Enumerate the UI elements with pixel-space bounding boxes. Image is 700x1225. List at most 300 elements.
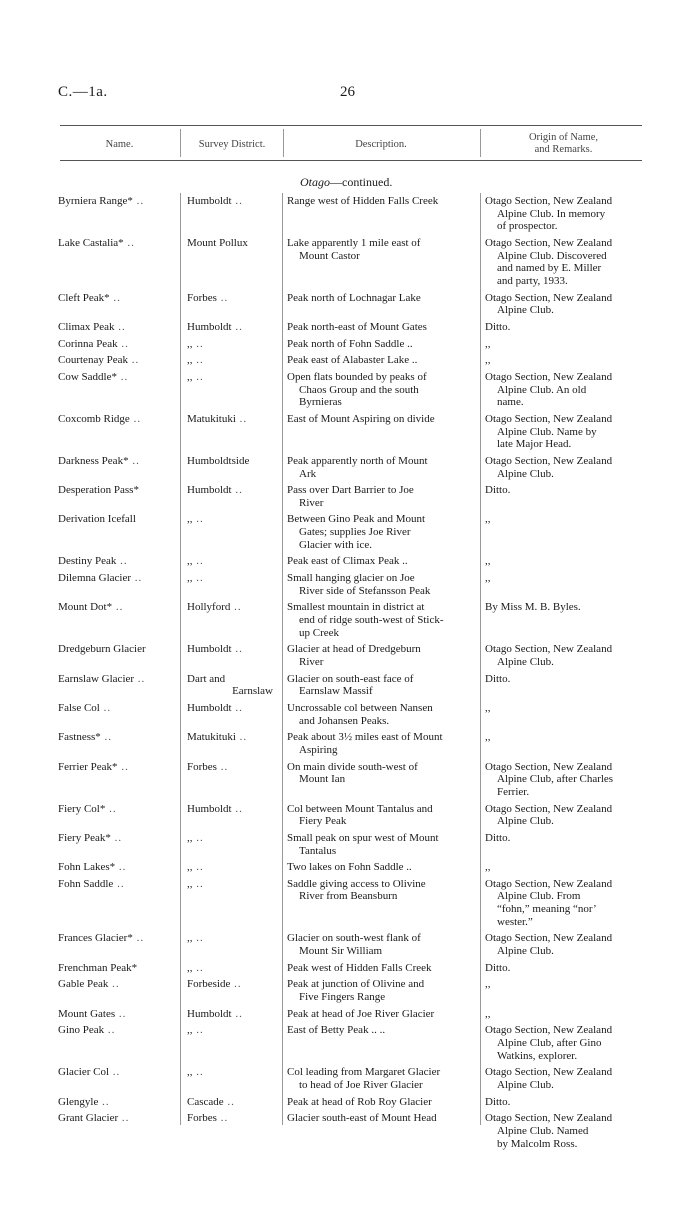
survey-district — [187, 1096, 277, 1109]
place-name-text: Grant Glacier — [58, 1112, 119, 1125]
place-name — [58, 237, 183, 250]
origin-remarks — [485, 455, 642, 480]
description-line: Aspiring — [299, 743, 338, 756]
header-separator — [283, 129, 284, 157]
leader-dots: .. — [192, 513, 204, 526]
survey-district-text: Mount Pollux — [187, 237, 248, 249]
description — [287, 572, 475, 597]
origin-line: Alpine Club. — [497, 1078, 554, 1091]
survey-district — [187, 731, 277, 744]
leader-dots: .. — [129, 412, 142, 425]
description-line: Peak north-east of Mount Gates — [287, 321, 427, 333]
survey-district — [187, 292, 277, 305]
description — [287, 484, 475, 509]
survey-district-text: ,, — [187, 572, 193, 584]
origin-line: Alpine Club. — [497, 815, 554, 828]
survey-district-text: Humboldt — [187, 1007, 232, 1020]
description-line: Byrnieras — [299, 396, 342, 409]
description-line: East of Mount Aspiring on divide — [287, 412, 435, 425]
survey-district — [187, 1024, 277, 1037]
leader-dots: .. — [114, 321, 126, 333]
survey-district-text: Humboldt — [187, 321, 232, 333]
origin-line: Alpine Club. An old — [497, 383, 587, 396]
origin-remarks — [485, 1066, 642, 1091]
leader-dots: .. — [132, 195, 145, 207]
origin-line: ,, — [485, 572, 491, 584]
description — [287, 555, 475, 568]
place-name-text: Derivation Icefall — [58, 513, 136, 526]
place-name-text: Climax Peak — [58, 321, 115, 333]
origin-remarks — [485, 292, 642, 317]
column-separator — [480, 193, 481, 1125]
survey-district-text: ,, — [187, 555, 193, 568]
origin-remarks — [485, 761, 642, 799]
description-line: and Johansen Peaks. — [299, 714, 390, 727]
origin-line: of prospector. — [497, 220, 558, 233]
page-number: 26 — [340, 84, 355, 100]
description-line: Glacier south-east of Mount Head — [287, 1112, 437, 1125]
leader-dots: .. — [109, 291, 121, 304]
survey-district-text: ,, — [187, 513, 193, 526]
place-name-text: Ferrier Peak* — [58, 760, 118, 773]
leader-dots: .. — [131, 572, 143, 584]
leader-dots: .. — [117, 337, 129, 350]
origin-line: Otago Section, New Zealand — [485, 1024, 613, 1037]
leader-dots: .. — [223, 1095, 235, 1108]
origin-line: Ditto. — [485, 321, 511, 333]
origin-remarks — [485, 354, 642, 367]
survey-district-text: ,, — [187, 370, 193, 383]
description-line: River — [299, 656, 324, 668]
origin-line: Otago Section, New Zealand — [485, 291, 613, 304]
survey-district-text: Matukituki — [187, 412, 236, 425]
place-name-text: Gino Peak — [58, 1024, 105, 1037]
place-name — [58, 1066, 183, 1079]
survey-district-text: ,, — [187, 831, 193, 844]
place-name-text: Dilemna Glacier — [58, 572, 131, 584]
origin-line: Otago Section, New Zealand — [485, 370, 613, 383]
column-header-origin-line1: Origin of Name, — [528, 132, 599, 143]
place-name — [58, 962, 183, 975]
place-name — [58, 371, 183, 384]
origin-remarks — [485, 878, 642, 929]
column-header-name: Name. — [105, 139, 134, 150]
description-line: Open flats bounded by peaks of — [287, 370, 427, 383]
place-name — [58, 484, 183, 497]
description-line: Glacier on south-east face of — [287, 672, 414, 685]
origin-line: Otago Section, New Zealand — [485, 412, 613, 425]
survey-district — [187, 338, 277, 351]
survey-district-text: ,, — [187, 877, 193, 890]
survey-district — [187, 1066, 277, 1079]
place-name — [58, 455, 183, 468]
survey-district — [187, 413, 277, 426]
survey-district — [187, 643, 277, 656]
survey-district-text: ,, — [187, 961, 193, 974]
origin-remarks — [485, 371, 642, 409]
place-name — [58, 878, 183, 891]
origin-line: Otago Section, New Zealand — [485, 237, 613, 249]
description — [287, 962, 475, 975]
leader-dots: .. — [115, 1007, 127, 1020]
origin-line: ,, — [485, 1007, 491, 1020]
description-line: Earnslaw Massif — [299, 685, 373, 698]
leader-dots: .. — [127, 354, 140, 367]
place-name-text: Frances Glacier* — [58, 932, 133, 945]
origin-line: Alpine Club. Name by — [497, 425, 597, 438]
description-line: Ark — [299, 467, 317, 480]
description — [287, 1096, 475, 1109]
origin-line: Otago Section, New Zealand — [485, 802, 613, 815]
description — [287, 1112, 475, 1125]
description-line: River from Beansburn — [299, 890, 398, 903]
place-name-text: Corinna Peak — [58, 337, 118, 350]
place-name — [58, 803, 183, 816]
survey-district-text: Cascade — [187, 1095, 224, 1108]
survey-district-text: Humboldt — [187, 802, 232, 815]
origin-line: Ditto. — [485, 831, 511, 844]
origin-line: and named by E. Miller — [497, 262, 602, 275]
origin-remarks — [485, 601, 642, 614]
description-line: On main divide south-west of — [287, 760, 418, 773]
origin-line: Alpine Club, after Gino — [497, 1036, 602, 1049]
description-line: Pass over Dart Barrier to Joe — [287, 484, 414, 497]
place-name — [58, 643, 183, 656]
description-line: Saddle giving access to Olivine — [287, 877, 426, 890]
survey-district-text: Matukituki — [187, 731, 236, 744]
origin-line: Ferrier. — [497, 785, 530, 798]
description-line: Fiery Peak — [299, 815, 347, 828]
origin-remarks — [485, 643, 642, 668]
origin-remarks — [485, 932, 642, 957]
origin-line: Alpine Club. — [497, 656, 554, 668]
survey-district-text: Dart and — [187, 672, 226, 685]
origin-remarks — [485, 338, 642, 351]
survey-district — [187, 555, 277, 568]
origin-line: name. — [497, 396, 524, 409]
place-name — [58, 1112, 183, 1125]
leader-dots: .. — [116, 555, 128, 568]
origin-remarks — [485, 861, 642, 874]
description-line: end of ridge south-west of Stick- — [299, 614, 444, 626]
origin-remarks — [485, 1096, 642, 1109]
origin-line: Otago Section, New Zealand — [485, 932, 613, 945]
leader-dots: .. — [192, 572, 204, 584]
place-name-text: Gable Peak — [58, 978, 109, 991]
place-name-text: Fiery Col* — [58, 802, 106, 815]
header-separator — [480, 129, 481, 157]
description-line: East of Betty Peak .. .. — [287, 1024, 386, 1037]
survey-district — [187, 1008, 277, 1021]
origin-line: ,, — [485, 337, 491, 350]
leader-dots: .. — [192, 354, 204, 367]
leader-dots: .. — [100, 731, 113, 744]
description — [287, 1008, 475, 1021]
table-header-rule — [60, 160, 642, 161]
survey-district — [187, 702, 277, 715]
survey-district-text: ,, — [187, 337, 193, 350]
origin-remarks — [485, 702, 642, 715]
leader-dots: .. — [192, 370, 204, 383]
leader-dots: .. — [192, 961, 204, 974]
place-name-text: Earnslaw Glacier — [58, 672, 135, 685]
place-name — [58, 673, 183, 686]
origin-remarks — [485, 195, 642, 233]
origin-remarks — [485, 1008, 642, 1021]
leader-dots: .. — [117, 760, 129, 773]
description-line: Peak at head of Rob Roy Glacier — [287, 1095, 432, 1108]
column-separator — [180, 193, 181, 1125]
description-line: Peak apparently north of Mount — [287, 454, 428, 467]
place-name — [58, 978, 183, 991]
leader-dots: .. — [99, 701, 112, 714]
origin-line: ,, — [485, 354, 491, 367]
origin-line: ,, — [485, 513, 491, 526]
place-name — [58, 1024, 183, 1037]
origin-line: and party, 1933. — [497, 275, 568, 288]
survey-district — [187, 321, 277, 334]
leader-dots: .. — [108, 978, 120, 991]
leader-dots: .. — [192, 1024, 204, 1037]
survey-district-text: Humboldt — [187, 701, 232, 714]
origin-remarks — [485, 321, 642, 334]
leader-dots: .. — [216, 1112, 229, 1125]
description-line: River — [299, 496, 324, 509]
origin-remarks — [485, 513, 642, 526]
leader-dots: .. — [192, 1066, 204, 1079]
description — [287, 932, 475, 957]
survey-district-text: Forbes — [187, 291, 217, 304]
place-name — [58, 572, 183, 585]
description-line: to head of Joe River Glacier — [299, 1078, 423, 1091]
origin-line: Ditto. — [485, 484, 511, 497]
survey-district-text: Forbes — [187, 1112, 217, 1125]
column-separator — [282, 193, 283, 1125]
description-line: Two lakes on Fohn Saddle .. — [287, 861, 412, 874]
survey-district — [187, 195, 277, 208]
leader-dots: .. — [123, 237, 135, 249]
survey-district-text: Humboldtside — [187, 454, 250, 467]
description — [287, 832, 475, 857]
leader-dots: .. — [192, 877, 204, 890]
origin-line: Otago Section, New Zealand — [485, 760, 613, 773]
description — [287, 237, 475, 262]
place-name — [58, 702, 183, 715]
place-name-text: Cow Saddle* — [58, 370, 117, 383]
origin-line: Alpine Club. Discovered — [497, 249, 607, 262]
description-line: Glacier on south-west flank of — [287, 932, 421, 945]
survey-district — [187, 371, 277, 384]
description — [287, 513, 475, 551]
description-line: Mount Sir William — [299, 945, 383, 958]
origin-line: late Major Head. — [497, 438, 572, 451]
survey-district — [187, 761, 277, 774]
place-name — [58, 761, 183, 774]
origin-line: ,, — [485, 701, 491, 714]
origin-remarks — [485, 572, 642, 585]
origin-remarks — [485, 962, 642, 975]
place-name — [58, 555, 183, 568]
origin-line: Otago Section, New Zealand — [485, 1112, 613, 1125]
leader-dots: .. — [231, 701, 243, 714]
origin-line: Ditto. — [485, 961, 511, 974]
survey-district-text: Humboldt — [187, 484, 232, 497]
origin-line: ,, — [485, 731, 491, 744]
leader-dots: .. — [115, 861, 127, 874]
section-heading — [300, 175, 392, 190]
survey-district-text: ,, — [187, 861, 193, 874]
place-name-text: Dredgeburn Glacier — [58, 643, 146, 656]
place-name-text: Courtenay Peak — [58, 354, 128, 367]
description — [287, 878, 475, 903]
place-name-text: Mount Gates — [58, 1007, 116, 1020]
description — [287, 371, 475, 409]
description-line: River side of Stefansson Peak — [299, 584, 431, 597]
header-separator — [180, 129, 181, 157]
place-name — [58, 1096, 183, 1109]
description — [287, 673, 475, 698]
leader-dots: .. — [231, 802, 243, 815]
origin-remarks — [485, 237, 642, 288]
origin-line: Otago Section, New Zealand — [485, 877, 613, 890]
page-header-code: C.—1a. — [58, 84, 108, 100]
column-header-origin-line2: and Remarks. — [534, 144, 593, 155]
origin-line: Otago Section, New Zealand — [485, 454, 613, 467]
origin-line: Otago Section, New Zealand — [485, 195, 613, 207]
column-header-origin — [485, 132, 642, 156]
leader-dots: .. — [230, 601, 242, 614]
leader-dots: .. — [192, 831, 204, 844]
place-name-text: Lake Castalia* — [58, 237, 124, 249]
description-line: Peak at junction of Olivine and — [287, 978, 425, 991]
survey-district — [187, 962, 277, 975]
survey-district — [187, 513, 277, 526]
survey-district — [187, 673, 277, 698]
origin-line: wester.” — [497, 915, 533, 928]
description — [287, 1024, 475, 1037]
section-heading-region: Otago — [300, 175, 330, 189]
survey-district — [187, 878, 277, 891]
leader-dots: .. — [216, 291, 229, 304]
description-line: Mount Ian — [299, 773, 346, 786]
description — [287, 731, 475, 756]
survey-district-text: ,, — [187, 1066, 193, 1079]
description-line: Peak west of Hidden Falls Creek — [287, 961, 432, 974]
survey-district — [187, 803, 277, 816]
origin-line: Ditto. — [485, 672, 511, 685]
survey-district — [187, 455, 277, 468]
origin-remarks — [485, 1024, 642, 1062]
origin-line: Alpine Club. From — [497, 890, 581, 903]
column-header-district: Survey District. — [198, 139, 266, 150]
origin-line: ,, — [485, 978, 491, 991]
survey-district — [187, 354, 277, 367]
description-line: Peak at head of Joe River Glacier — [287, 1007, 435, 1020]
place-name-text: False Col — [58, 701, 100, 714]
origin-line: “fohn,” meaning “nor’ — [497, 903, 597, 916]
leader-dots: .. — [231, 195, 243, 207]
description-line: Small peak on spur west of Mount — [287, 831, 439, 844]
description — [287, 978, 475, 1003]
leader-dots: .. — [235, 412, 248, 425]
origin-line: by Malcolm Ross. — [497, 1137, 578, 1150]
leader-dots: .. — [134, 672, 146, 685]
place-name — [58, 195, 183, 208]
leader-dots: .. — [98, 1095, 110, 1108]
place-name — [58, 1008, 183, 1021]
place-name-text: Fastness* — [58, 731, 101, 744]
origin-line: Ditto. — [485, 1095, 511, 1108]
description — [287, 761, 475, 786]
survey-district-text: ,, — [187, 354, 193, 367]
leader-dots: .. — [235, 731, 248, 744]
description-line: Mount Castor — [299, 249, 360, 262]
origin-remarks — [485, 673, 642, 686]
origin-remarks — [485, 413, 642, 451]
place-name-text: Coxcomb Ridge — [58, 412, 130, 425]
leader-dots: .. — [192, 337, 204, 350]
survey-district-text: Humboldt — [187, 195, 232, 207]
description — [287, 1066, 475, 1091]
place-name — [58, 321, 183, 334]
place-name — [58, 354, 183, 367]
place-name — [58, 861, 183, 874]
origin-line: By Miss M. B. Byles. — [485, 601, 581, 614]
description-line: Uncrossable col between Nansen — [287, 701, 433, 714]
place-name — [58, 832, 183, 845]
place-name — [58, 932, 183, 945]
origin-line: Alpine Club. Named — [497, 1124, 589, 1137]
description — [287, 338, 475, 351]
origin-line: Watkins, explorer. — [497, 1049, 578, 1062]
place-name — [58, 292, 183, 305]
origin-line: ,, — [485, 861, 491, 874]
survey-district — [187, 237, 277, 250]
leader-dots: .. — [116, 370, 129, 383]
place-name-text: Fohn Saddle — [58, 877, 114, 890]
column-header-description: Description. — [355, 139, 407, 150]
description-line: Smallest mountain in district at — [287, 601, 425, 614]
description-line: Peak north of Fohn Saddle .. — [287, 337, 413, 350]
description — [287, 321, 475, 334]
origin-line: ,, — [485, 555, 491, 568]
description — [287, 601, 475, 639]
leader-dots: .. — [192, 932, 204, 945]
description-line: Five Fingers Range — [299, 991, 386, 1003]
description — [287, 455, 475, 480]
leader-dots: .. — [192, 861, 204, 874]
origin-remarks — [485, 803, 642, 828]
origin-remarks — [485, 832, 642, 845]
leader-dots: .. — [105, 802, 117, 815]
leader-dots: .. — [113, 877, 125, 890]
leader-dots: .. — [231, 1007, 243, 1020]
description-line: Range west of Hidden Falls Creek — [287, 195, 439, 207]
place-name-text: Destiny Peak — [58, 555, 117, 568]
description-line: Tantalus — [299, 844, 337, 857]
description — [287, 643, 475, 668]
description-line: Between Gino Peak and Mount — [287, 513, 426, 526]
survey-district — [187, 1112, 277, 1125]
description — [287, 861, 475, 874]
origin-remarks — [485, 978, 642, 991]
origin-line: Alpine Club. — [497, 467, 554, 480]
place-name-text: Mount Dot* — [58, 601, 113, 614]
leader-dots: .. — [110, 831, 123, 844]
leader-dots: .. — [118, 1112, 130, 1125]
origin-line: Alpine Club. — [497, 945, 554, 958]
place-name-text: Desperation Pass* — [58, 484, 139, 497]
